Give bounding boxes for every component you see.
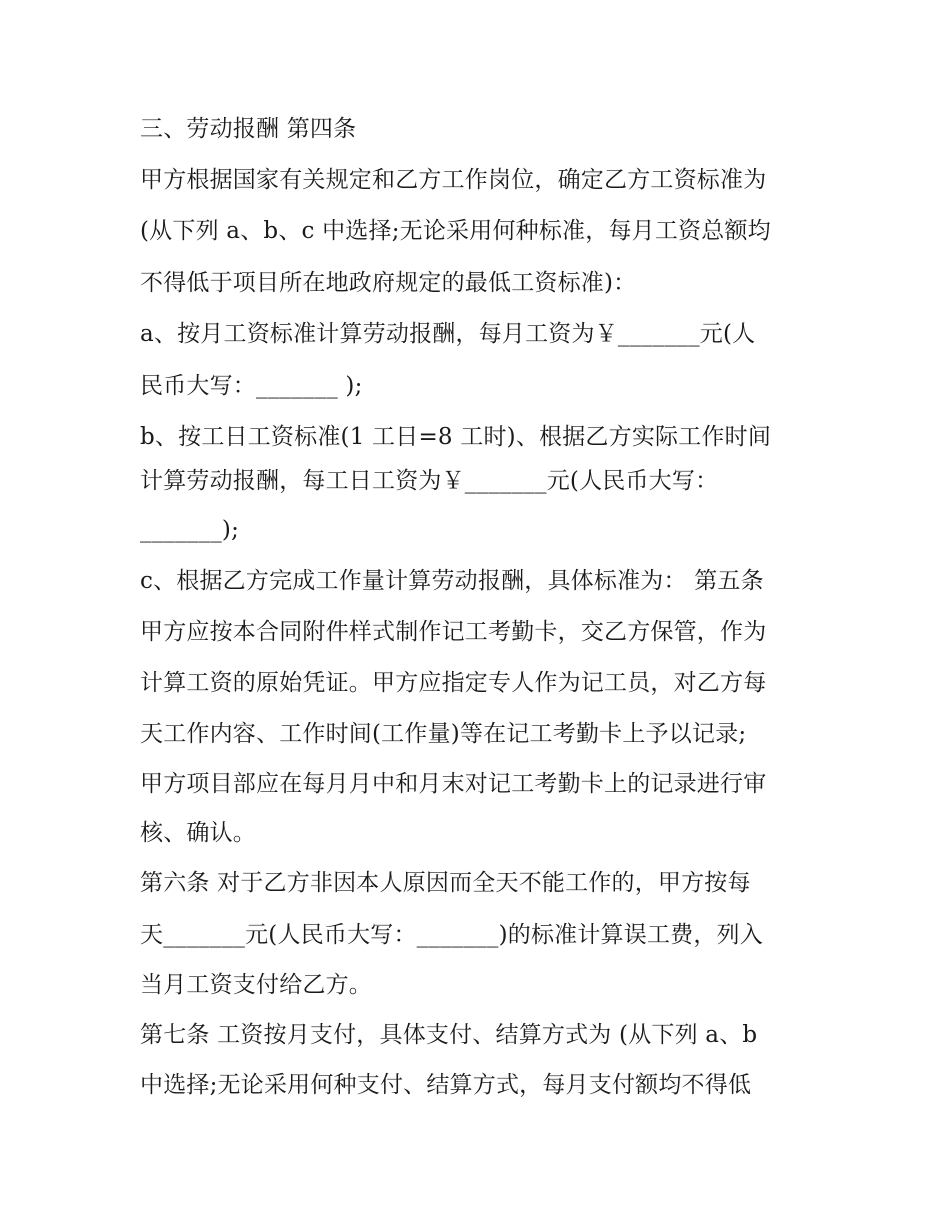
text-line: _______); bbox=[140, 517, 240, 543]
text-line: 民币大写：_______ ); bbox=[140, 373, 363, 399]
text-line: 第七条 工资按月支付，具体支付、结算方式为 (从下列 a、b bbox=[140, 1022, 758, 1048]
section-heading: 三、劳动报酬 第四条 bbox=[140, 116, 357, 142]
text-line: 甲方应按本合同附件样式制作记工考勤卡，交乙方保管，作为 bbox=[140, 619, 767, 645]
text-line: 第六条 对于乙方非因本人原因而全天不能工作的，甲方按每 bbox=[140, 870, 751, 896]
text-line: 不得低于项目所在地政府规定的最低工资标准)： bbox=[140, 270, 637, 296]
text-line: 天_______元(人民币大写：_______)的标准计算误工费，列入 bbox=[140, 922, 763, 948]
text-line: 核、确认。 bbox=[140, 820, 256, 846]
text-line: c、根据乙方完成工作量计算劳动报酬，具体标准为： 第五条 bbox=[140, 568, 764, 594]
text-line: 计算劳动报酬，每工日工资为￥_______元(人民币大写： bbox=[140, 468, 719, 494]
text-line: 计算工资的原始凭证。甲方应指定专人作为记工员，对乙方每 bbox=[140, 670, 767, 696]
text-line: 甲方项目部应在每月月中和月末对记工考勤卡上的记录进行审 bbox=[140, 771, 767, 797]
text-line: a、按月工资标准计算劳动报酬，每月工资为￥_______元(人 bbox=[140, 321, 756, 347]
text-line: 甲方根据国家有关规定和乙方工作岗位，确定乙方工资标准为 bbox=[140, 167, 767, 193]
text-line: 当月工资支付给乙方。 bbox=[140, 972, 372, 998]
text-line: 中选择;无论采用何种支付、结算方式，每月支付额均不得低 bbox=[140, 1072, 752, 1098]
text-line: (从下列 a、b、c 中选择;无论采用何种标准，每月工资总额均 bbox=[140, 218, 771, 244]
text-line: b、按工日工资标准(1 工日=8 工时)、根据乙方实际工作时间 bbox=[140, 424, 772, 450]
text-line: 天工作内容、工作时间(工作量)等在记工考勤卡上予以记录; bbox=[140, 721, 747, 747]
